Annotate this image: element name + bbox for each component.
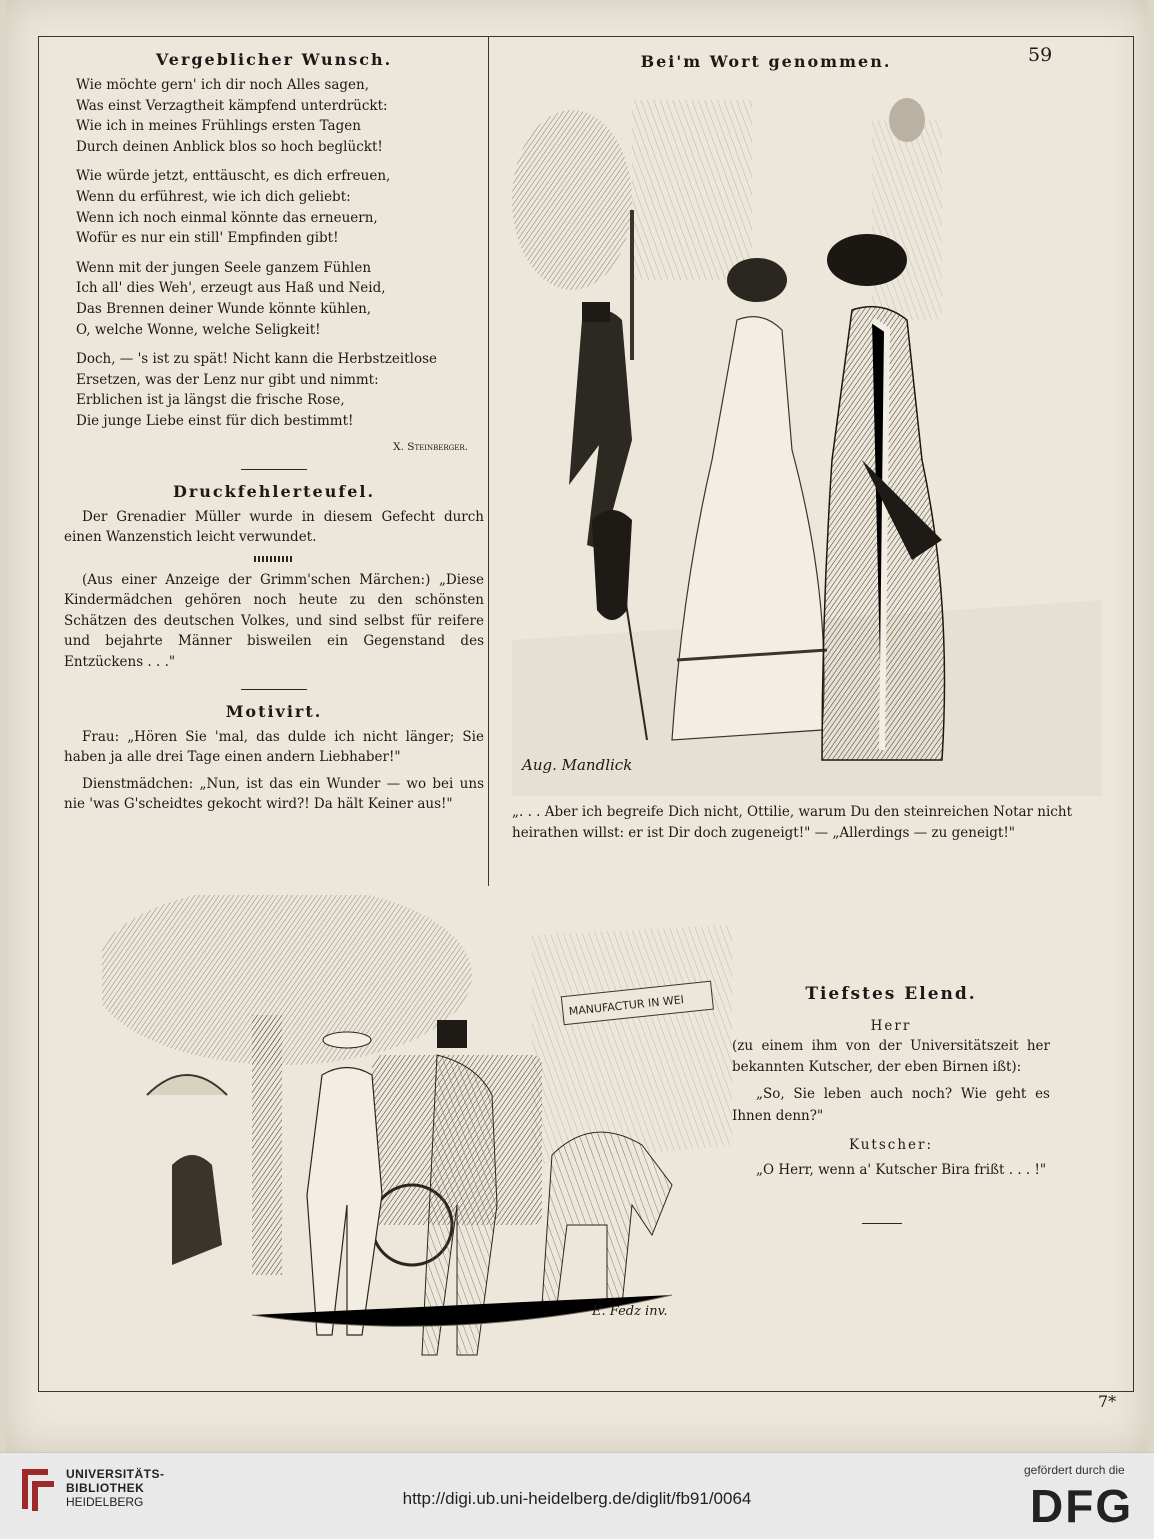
library-line: UNIVERSITÄTS- — [66, 1467, 165, 1481]
shop-sign: MANUFACTUR IN WEI — [568, 993, 685, 1019]
verse-line: Wenn ich noch einmal könnte das erneuern, — [76, 209, 378, 226]
library-line: BIBLIOTHEK — [66, 1481, 145, 1495]
speaker: Herr — [870, 1018, 912, 1034]
verse-line: Wie würde jetzt, enttäuscht, es dich erfreuen, — [76, 168, 391, 185]
right-title-wrap — [606, 52, 926, 77]
speaker: Kutscher: — [848, 1137, 934, 1154]
verse-line: Die junge Liebe einst für dich bestimmt! — [76, 412, 354, 429]
artist-signature-bottom: E. Fedz inv. — [592, 1304, 668, 1319]
poem-title: Vergeblicher Wunsch. — [155, 50, 393, 69]
dialogue-line: „O Herr, wenn a' Kutscher Bira frißt . . . !" — [756, 1162, 1047, 1179]
permalink[interactable]: http://digi.ub.uni-heidelberg.de/diglit/fb91/0064 — [402, 1489, 752, 1508]
verse-line: Wenn du erführest, wie ich dich geliebt: — [76, 188, 351, 205]
funded-by-label: gefördert durch die — [1024, 1463, 1125, 1477]
left-column — [64, 50, 484, 821]
section-rule — [862, 1223, 902, 1224]
verse-line: Wenn mit der jungen Seele ganzem Fühlen — [76, 259, 372, 276]
poem — [64, 75, 484, 432]
verse-line: Was einst Verzagtheit kämpfend unterdrückt: — [76, 97, 388, 114]
section-title: Tiefstes Elend. — [805, 984, 977, 1004]
stanza — [76, 349, 484, 431]
paragraph: Der Grenadier Müller wurde in diesem Gefecht durch einen Wanzenstich leicht verwundet. — [64, 508, 484, 546]
stanza — [76, 258, 484, 340]
verse-line: Ersetzen, was der Lenz nur gibt und nimmt: — [76, 371, 379, 388]
artist-signature: Aug. Mandlick — [522, 756, 633, 774]
cartoon-title: Bei'm Wort genommen. — [640, 52, 892, 71]
section-title: Druckfehlerteufel. — [172, 481, 376, 501]
section-body — [64, 727, 484, 815]
verse-line: Durch deinen Anblick blos so hoch beglückt! — [76, 138, 383, 155]
verse-line: O, welche Wonne, welche Seligkeit! — [76, 321, 321, 338]
verse-line: Wofür es nur ein still' Empfinden gibt! — [76, 230, 339, 247]
viewer-footer — [0, 1452, 1154, 1539]
stanza — [76, 166, 484, 248]
section-body — [64, 507, 484, 673]
tiefstes-elend-section — [732, 984, 1050, 1236]
verse-line: Ich all' dies Weh', erzeugt aus Haß und Neid, — [76, 280, 386, 297]
dialogue-line: „So, Sie leben auch noch? Wie geht es Ihnen denn?" — [732, 1086, 1050, 1125]
paragraph: (Aus einer Anzeige der Grimm'schen Märchen:) „Diese Kindermädchen gehören noch heute zu den schönsten Schätzen des deutschen Volkes, und sind selbst für reifere und bejahrte Männer bisweilen ein Gegenstand des Entzückens . . ." — [64, 571, 484, 671]
verse-line: Erblichen ist ja längst die frische Rose, — [76, 392, 345, 409]
dfg-logo[interactable]: DFG — [1030, 1480, 1134, 1532]
section-rule — [241, 469, 307, 470]
section-title: Motivirt. — [225, 701, 323, 721]
illustration-coachman — [102, 895, 732, 1385]
column-divider — [488, 36, 489, 886]
stanza — [76, 75, 484, 157]
section-rule — [241, 689, 307, 690]
page-signature: 7* — [1098, 1392, 1117, 1411]
verse-line: Doch, — 's ist zu spät! Nicht kann die Herbstzeitlose — [76, 351, 437, 368]
verse-line: Wie möchte gern' ich dir noch Alles sagen, — [76, 77, 370, 93]
poem-author: X. Steinberger. — [393, 440, 468, 453]
cartoon-caption: „. . . Aber ich begreife Dich nicht, Ottilie, warum Du den steinreichen Notar nicht heirathen willst: er ist Dir doch zugeneigt!" — „Allerdings — zu geneigt!" — [512, 804, 1072, 841]
stage-direction: (zu einem ihm von der Universitätszeit her bekannten Kutscher, der eben Birnen ißt): — [732, 1038, 1050, 1075]
page-number: 59 — [1028, 44, 1053, 66]
verse-line: Wie ich in meines Frühlings ersten Tagen — [76, 118, 361, 135]
library-line: HEIDELBERG — [66, 1495, 144, 1509]
verse-line: Das Brennen deiner Wunde könnte kühlen, — [76, 300, 372, 317]
scanned-page — [6, 0, 1148, 1452]
illustration-two-ladies — [512, 80, 1102, 796]
paragraph: Frau: „Hören Sie 'mal, das dulde ich nicht länger; Sie haben ja alle drei Tage einen andern Liebhaber!" — [64, 728, 484, 766]
wavy-rule — [254, 556, 294, 562]
paragraph: Dienstmädchen: „Nun, ist das ein Wunder — wo bei uns nie 'was G'scheidtes gekocht wird?! Da hält Keiner aus!" — [64, 775, 484, 813]
